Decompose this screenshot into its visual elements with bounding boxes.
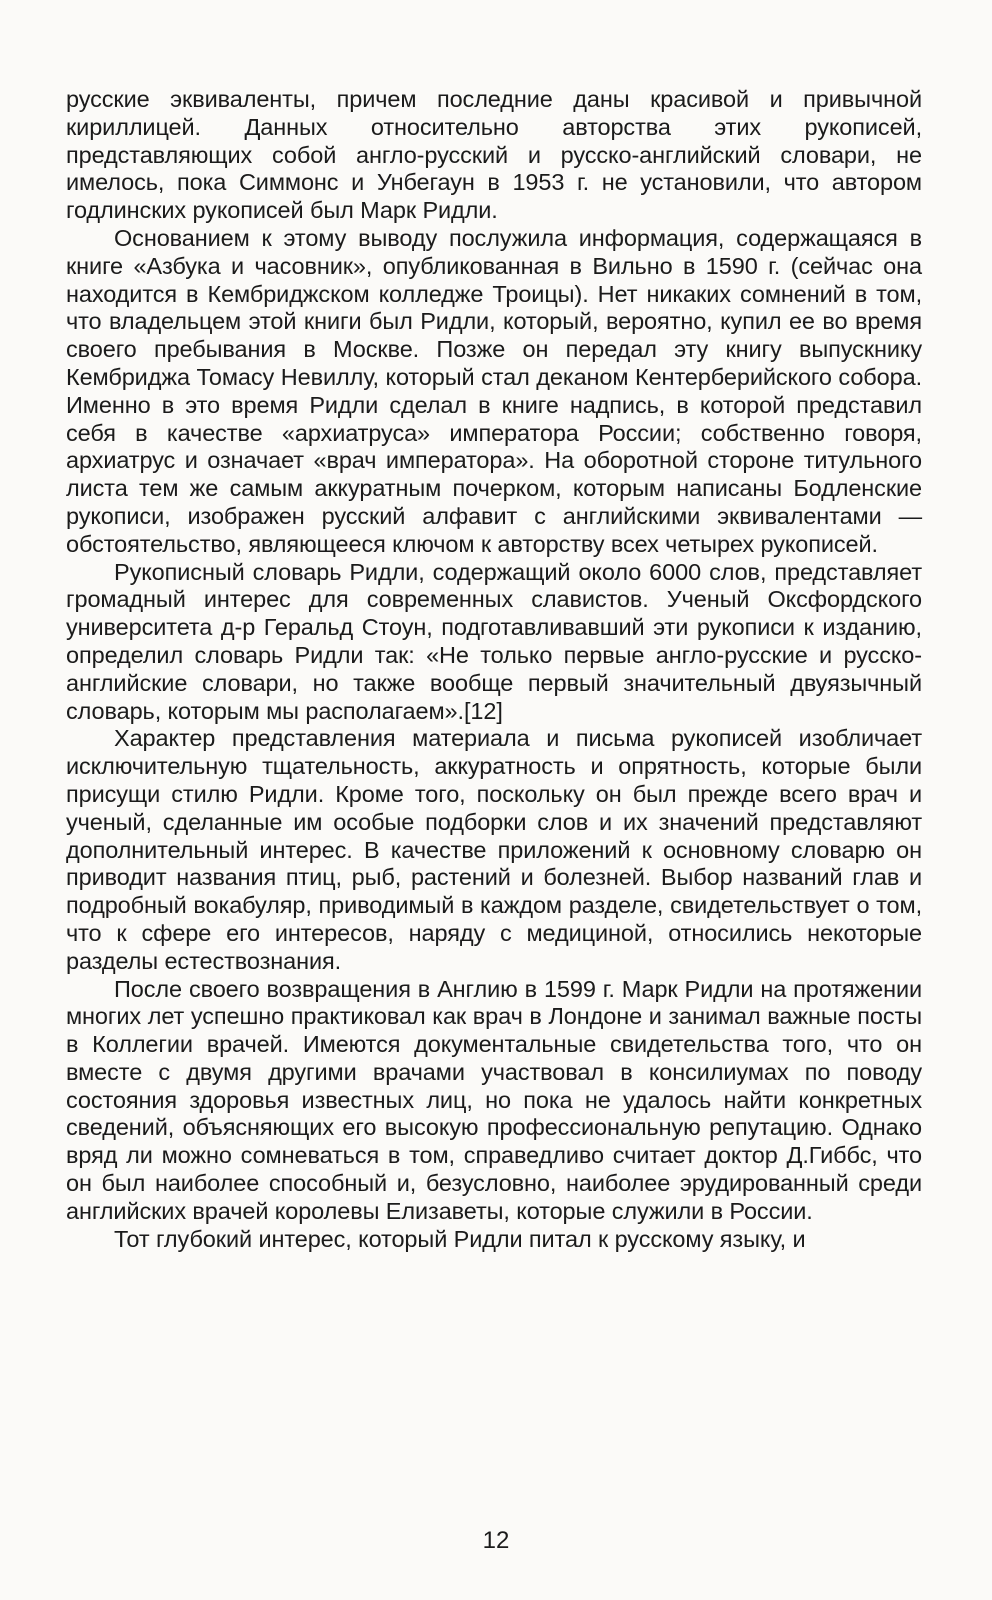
- body-text: [66, 86, 922, 1253]
- paragraph-2: Основанием к этому выводу послужила информация, содержащаяся в книге «Азбука и часовник», опубликованная в Вильно в 1590 г. (сейчас она находится в Кембриджском колледже Троицы). Нет никаких сомнений в том, что владельцем этой книги был Ридли, который, вероятно, купил ее во время своего пребывания в Москве. Позже он передал эту книгу выпускнику Кембриджа Томасу Невиллу, который стал деканом Кентерберийского собора. Именно в это время Ридли сделал в книге надпись, в которой представил себя в качестве «архиатруса» императора России; собственно говоря, архиатрус и означает «врач императора». На оборотной стороне титульного листа тем же самым аккуратным почерком, которым написаны Бодленские рукописи, изображен русский алфавит с английскими эквивалентами — обстоятельство, являющееся ключом к авторству всех четырех рукописей.: [66, 224, 922, 557]
- paragraph-6: Тот глубокий интерес, который Ридли питал к русскому языку, и: [114, 1225, 806, 1252]
- paragraph-5: После своего возвращения в Англию в 1599 г. Марк Ридли на протяжении многих лет успешно практиковал как врач в Лондоне и занимал важные посты в Коллегии врачей. Имеются документальные свидетельства того, что он вместе с двумя другими врачами участвовал в консилиумах по поводу состояния здоровья известных лиц, но пока не удалось найти конкретных сведений, объясняющих его высокую профессиональную репутацию. Однако вряд ли можно сомневаться в том, справедливо считает доктор Д.Гиббс, что он был наиболее способный и, безусловно, наиболее эрудированный среди английских врачей королевы Елизаветы, которые служили в России.: [66, 975, 922, 1224]
- paragraph-3: Рукописный словарь Ридли, содержащий около 6000 слов, представляет громадный интерес для современных славистов. Ученый Оксфордского университета д-р Геральд Стоун, подготавливавший эти рукописи к изданию, определил словарь Ридли так: «Не только первые англо-русские и русско-английские словари, но также вообще первый значительный двуязычный словарь, которым мы располагаем».[12]: [66, 558, 922, 724]
- page-number: 12: [482, 1527, 510, 1554]
- paragraph-1: русские эквиваленты, причем последние даны красивой и привычной кириллицей. Данных относительно авторства этих рукописей, представляющих собой англо-русский и русско-английский словари, не имелось, пока Симмонс и Унбегаун в 1953 г. не установили, что автором годлинских рукописей был Марк Ридли.: [66, 86, 922, 224]
- paragraph-4: Характер представления материала и письма рукописей изобличает исключительную тщательность, аккуратность и опрятность, которые были присущи стилю Ридли. Кроме того, поскольку он был прежде всего врач и ученый, сделанные им особые подборки слов и их значений представляют дополнительный интерес. В качестве приложений к основному словарю он приводит названия птиц, рыб, растений и болезней. Выбор названий глав и подробный вокабуляр, приводимый в каждом разделе, свидетельствует о том, что к сфере его интересов, наряду с медициной, относились некоторые разделы естествознания.: [66, 725, 922, 974]
